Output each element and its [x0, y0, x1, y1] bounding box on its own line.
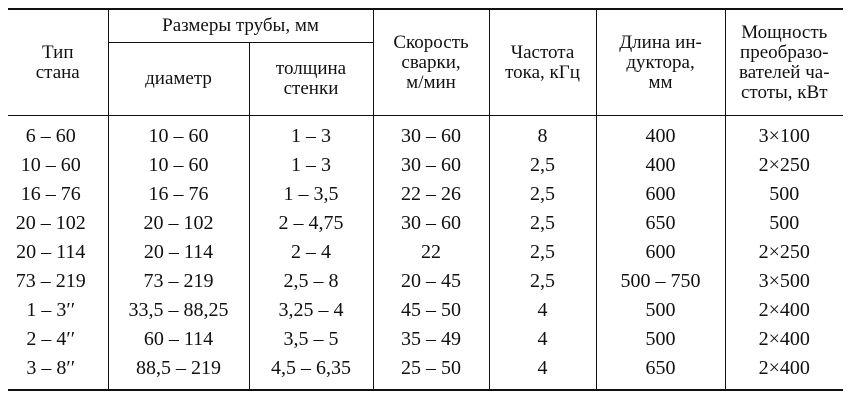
cell-diameter: 60 – 114 [108, 325, 249, 354]
cell-frequency: 2,5 [489, 238, 596, 267]
cell-converter-power: 2×250 [725, 238, 843, 267]
cell-inductor-length: 500 – 750 [596, 267, 725, 296]
cell-mill-type: 1 – 3′′ [26, 299, 76, 321]
cell-wall-thickness: 1 – 3 [249, 116, 373, 152]
header-diameter: диаметр [108, 43, 249, 116]
cell-wall-thickness: 2,5 – 8 [249, 267, 373, 296]
pipe-mill-table-container [8, 8, 843, 391]
cell-frequency: 4 [489, 325, 596, 354]
cell-inductor-length: 650 [596, 354, 725, 390]
table-row [8, 209, 843, 238]
header-inductor-length-line2: дуктора, [626, 51, 695, 73]
cell-inductor-length: 500 [596, 325, 725, 354]
cell-mill-type: 6 – 60 [25, 125, 76, 147]
cell-wall-thickness: 3,5 – 5 [249, 325, 373, 354]
cell-welding-speed: 22 – 26 [373, 180, 489, 209]
header-frequency-line1: Частота [510, 41, 575, 63]
cell-wall-thickness: 1 – 3,5 [249, 180, 373, 209]
cell-inductor-length: 400 [596, 151, 725, 180]
cell-diameter: 73 – 219 [108, 267, 249, 296]
header-converter-power-line2: преобразо- [740, 41, 829, 63]
cell-wall-thickness: 4,5 – 6,35 [249, 354, 373, 390]
cell-diameter: 20 – 114 [108, 238, 249, 267]
cell-frequency: 8 [489, 116, 596, 152]
cell-frequency: 4 [489, 354, 596, 390]
header-inductor-length-line1: Длина ин- [619, 31, 702, 53]
cell-diameter: 20 – 102 [108, 209, 249, 238]
cell-mill-type: 73 – 219 [15, 270, 86, 292]
table-header [8, 9, 843, 116]
cell-mill-type: 20 – 102 [15, 212, 86, 234]
cell-inductor-length: 500 [596, 296, 725, 325]
cell-mill-type: 20 – 114 [16, 241, 86, 263]
cell-welding-speed: 22 [373, 238, 489, 267]
cell-welding-speed: 20 – 45 [373, 267, 489, 296]
cell-welding-speed: 30 – 60 [373, 116, 489, 152]
header-wall-thickness-line2: стенки [283, 78, 339, 99]
cell-converter-power: 2×400 [725, 325, 843, 354]
cell-wall-thickness: 1 – 3 [249, 151, 373, 180]
cell-welding-speed: 30 – 60 [373, 209, 489, 238]
table-row [8, 354, 843, 390]
cell-converter-power: 2×400 [725, 354, 843, 390]
pipe-mill-table [8, 8, 843, 391]
cell-frequency: 4 [489, 296, 596, 325]
cell-wall-thickness: 3,25 – 4 [249, 296, 373, 325]
cell-mill-type: 10 – 60 [20, 154, 81, 176]
header-mill-type [8, 9, 108, 116]
cell-converter-power: 2×250 [725, 151, 843, 180]
cell-inductor-length: 600 [596, 180, 725, 209]
cell-welding-speed: 30 – 60 [373, 151, 489, 180]
cell-inductor-length: 400 [596, 116, 725, 152]
table-row [8, 180, 843, 209]
cell-frequency: 2,5 [489, 209, 596, 238]
cell-mill-type: 2 – 4′′ [26, 328, 76, 350]
header-frequency [489, 9, 596, 116]
table-body [8, 116, 843, 391]
header-pipe-size-group: Размеры трубы, мм [108, 9, 373, 43]
cell-converter-power: 500 [725, 180, 843, 209]
header-inductor-length-line3: мм [648, 71, 673, 93]
cell-converter-power: 3×500 [725, 267, 843, 296]
header-converter-power-line1: Мощность [741, 21, 828, 43]
cell-wall-thickness: 2 – 4,75 [249, 209, 373, 238]
cell-converter-power: 500 [725, 209, 843, 238]
header-wall-thickness-line1: толщина [275, 58, 347, 79]
header-mill-type-line1: Тип [42, 41, 74, 63]
cell-welding-speed: 25 – 50 [373, 354, 489, 390]
table-row [8, 151, 843, 180]
header-mill-type-line2: стана [35, 61, 80, 83]
header-wall-thickness [249, 43, 373, 116]
cell-wall-thickness: 2 – 4 [249, 238, 373, 267]
cell-diameter: 88,5 – 219 [108, 354, 249, 390]
cell-frequency: 2,5 [489, 151, 596, 180]
table-row [8, 238, 843, 267]
table-row [8, 296, 843, 325]
cell-frequency: 2,5 [489, 180, 596, 209]
cell-diameter: 33,5 – 88,25 [108, 296, 249, 325]
header-converter-power-line3: вателей ча- [738, 61, 830, 83]
cell-inductor-length: 600 [596, 238, 725, 267]
cell-diameter: 10 – 60 [108, 151, 249, 180]
cell-welding-speed: 45 – 50 [373, 296, 489, 325]
header-inductor-length [596, 9, 725, 116]
header-converter-power-line4: стоты, кВт [741, 81, 828, 103]
cell-mill-type: 3 – 8′′ [8, 354, 108, 390]
header-welding-speed-line3: м/мин [406, 71, 456, 93]
cell-converter-power: 2×400 [725, 296, 843, 325]
cell-frequency: 2,5 [489, 267, 596, 296]
header-frequency-line2: тока, кГц [505, 61, 580, 83]
cell-converter-power: 3×100 [725, 116, 843, 152]
cell-mill-type: 16 – 76 [20, 183, 81, 205]
cell-welding-speed: 35 – 49 [373, 325, 489, 354]
cell-diameter: 10 – 60 [108, 116, 249, 152]
header-welding-speed [373, 9, 489, 116]
header-welding-speed-line2: сварки, [401, 51, 461, 73]
cell-inductor-length: 650 [596, 209, 725, 238]
table-row [8, 116, 843, 152]
table-row [8, 267, 843, 296]
table-row [8, 325, 843, 354]
header-converter-power [725, 9, 843, 116]
header-welding-speed-line1: Скорость [393, 31, 469, 53]
cell-diameter: 16 – 76 [108, 180, 249, 209]
